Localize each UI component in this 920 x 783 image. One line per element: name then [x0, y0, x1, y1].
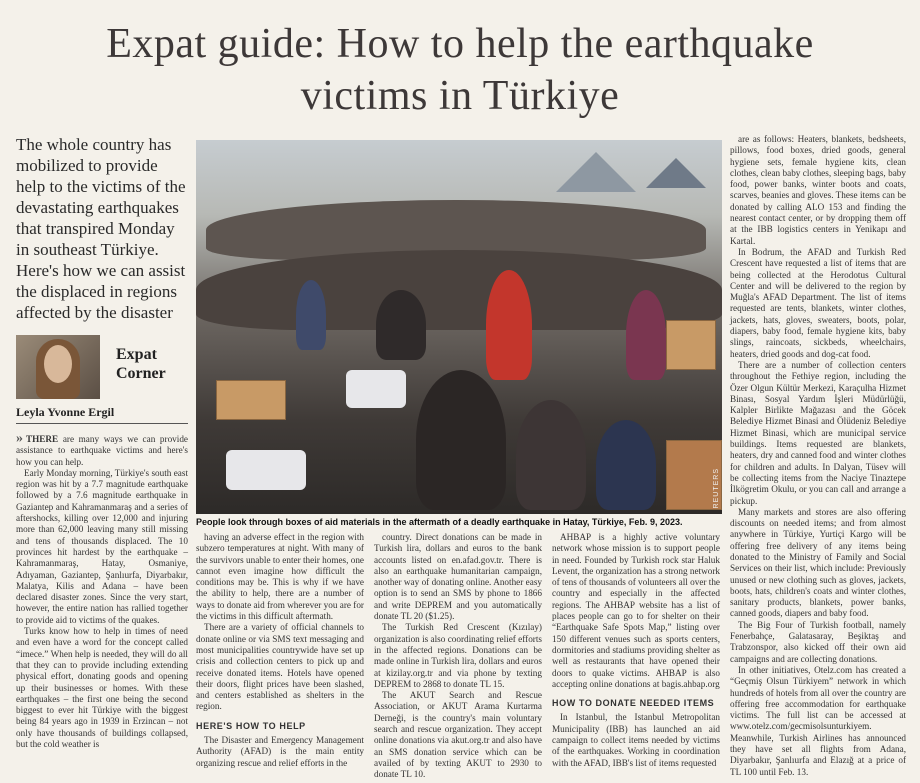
body-paragraph: having an adverse effect in the region with subzero temperatures at night. With many of the survivors unable to enter their homes, one cannot even imagine how difficult the conditions may be. This is why if we have the ability to help, there are a number of ways to donate aid from wherever you are for the victims in this difficult aftermath.	[196, 532, 364, 622]
body-paragraph: The Disaster and Emergency Management Authority (AFAD) is the main entity organizing rescue and relief efforts in the	[196, 735, 364, 768]
body-paragraph: Many markets and stores are also offering discounts on needed items; and from almost anywhere in Türkiye, Yurtiçi Kargo will be offering free delivery of any items being donated to the Ministry of Family and Social Services on their list, which include: Previously unused or new clothing such as gloves, jackets, boots, hats, children's coats and winter clothes, sanitary products, blankets, power banks, canned goods, diapers and baby food.	[730, 506, 906, 619]
lead-paragraph	[16, 433, 188, 468]
body-paragraph: Turks know how to help in times of need and even have a word for the concept called “imece.” When help is needed, they will do all that they can to provide including extending physical effort, donating goods and opening up their businesses or homes. With these earthquakes – the first one being the second biggest to ever hit Türkiye with the biggest being 84 years ago in 1939 in Erzincan – not only have thousands of buildings collapsed, but the cold weather is	[16, 626, 188, 750]
lead-bold: THERE	[26, 434, 59, 444]
author-photo	[16, 335, 100, 399]
body-paragraph: AHBAP is a highly active voluntary network whose mission is to support people in need. Founded by Turkish rock star Haluk Levent, the organization has a strong network of tens of thousands of volunteers all over the country and especially in the affected regions. The AHBAP website has a list of places people can go to for shelter on their “Earthquake Safe Spots Map,” listing over 150 different venues such as sports centers, dormitories and stadiums providing shelter as well as restaurants that have opened their doors to quake victims. AHBAP is also accepting online donations at bagis.ahbap.org	[552, 532, 720, 689]
news-photo	[196, 140, 722, 514]
body-paragraph: Early Monday morning, Türkiye's south east region was hit by a 7.7 magnitude earthquake followed by a 7.6 magnitude earthquake in Gaziantep and Kahramanmaraş and a series of aftershocks, killing over 12,000 and injuring more than 62,000 leaving many still missing and tens of thousands displaced. The 10 provinces hit hardest by the earthquake – Kahramanmaraş, Hatay, Osmaniye, Adıyaman, Gaziantep, Şanlıurfa, Diyarbakır, Malatya, Kilis and Adana – have been declared disaster zones. Since the very start, however, the entire nation has rallied together to provide aid to victims of the quakes.	[16, 467, 188, 625]
sidebar	[16, 134, 188, 750]
column-4	[552, 532, 720, 769]
body-paragraph: The Turkish Red Crescent (Kızılay) organization is also coordinating relief efforts in the affected regions. Donations can be made online in Turkish lira, dollars and euros at kizilay.org.tr and via phone by texting DEPREM to 2868 to donate TL 15.	[374, 622, 542, 689]
body-paragraph: In Istanbul, the Istanbul Metropolitan Municipality (IBB) has launched an aid campaign to collect items needed by victims of the earthquakes. Working in coordination with the AFAD, IBB's list of items requested	[552, 712, 720, 768]
lead-text: are many ways we can provide assistance to earthquake victims and here's how you can help.	[16, 434, 188, 467]
headline-line-1: Expat guide: How to help the earthquake	[106, 21, 814, 67]
column-2	[196, 532, 364, 769]
headline	[0, 18, 920, 122]
body-paragraph: In Bodrum, the AFAD and Turkish Red Crescent have requested a list of items that are being collected at the Herodotus Cultural Center and will be delivered to the region by Muğla's AFAD Department. The list of items requested are tents, blankets, winter clothes, jackets, hats, gloves, sweaters, boots, polar, diapers, baby food, female hygiene kits, baby slings, raincoats, sickbeds, wheelchairs, heaters, dried goods and dog-cat food.	[730, 246, 906, 359]
column-3	[374, 532, 542, 781]
column-name: Expat Corner	[116, 346, 166, 382]
deck: The whole country has mobilized to provide help to the victims of the devastating earthquakes that transpired Monday in southeast Türkiye. Here's how we can assist the displaced in regions affected by the disaster	[16, 135, 186, 322]
subhead-donate-items: HOW TO DONATE NEEDED ITEMS	[552, 698, 715, 709]
author-box	[16, 335, 188, 427]
photo-credit: REUTERS	[713, 467, 720, 508]
body-paragraph: The AKUT Search and Rescue Association, or AKUT Arama Kurtarma Derneği, is the country's main voluntary search and rescue organization. They accept online donations via akut.org.tr and also have an SMS donation service which can be availed of by texting AKUT to 2930 to donate TL 10.	[374, 690, 542, 780]
column-5	[730, 134, 906, 778]
sidebar-body	[16, 468, 188, 750]
author-name: Leyla Yvonne Ergil	[16, 405, 188, 424]
quote-mark-icon: »	[16, 431, 23, 446]
body-paragraph: are as follows: Heaters, blankets, bedsheets, pillows, food boxes, dried goods, general hygiene sets, female hygiene kits, clean clothes, clean baby clothes, sleeping bags, baby food, power banks, winter boots and coats, scarves, beanies and gloves. These items can be donated by calling ALO 153 and finding the nearest contact center, or by dropping them off at the IBB logistics centers in Yenikapı and Kartal.	[730, 134, 906, 246]
body-paragraph: In other initiatives, Otelz.com has created a “Geçmiş Olsun Türkiyem” network in which hundreds of hotels from all over the country are offering free accommodation for earthquake victims. The full list can be accessed at www.otelz.com/gecmisolsunturkiyem. Meanwhile, Turkish Airlines has announced they have set all flights from Adana, Diyarbakır, Şanlıurfa and Elazığ at a price of TL 100 until Feb. 13.	[730, 664, 906, 777]
body-paragraph: There are a variety of official channels to donate online or via SMS text messaging and most municipalities countrywide have set up crisis and collection centers to pick up and receive donated items. Hotels have opened their doors, flight prices have been slashed, and centers established as shelters in the region.	[196, 622, 364, 712]
body-paragraph: The Big Four of Turkish football, namely Fenerbahçe, Galatasaray, Beşiktaş and Trabzonspor, also kicked off their own aid campaigns and are collecting donations.	[730, 619, 906, 664]
subhead-how-to-help: HERE'S HOW TO HELP	[196, 720, 306, 731]
photo-caption: People look through boxes of aid materials in the aftermath of a deadly earthquake in Hatay, Türkiye, Feb. 9, 2023.	[196, 517, 683, 527]
body-paragraph: There are a number of collection centers throughout the Fethiye region, including the Özer Olgun Kültür Merkezi, Karaçulha Hizmet Binası, Sosyal Yardım İşleri Müdürlüğü, Kalpler Birlikte Mağazası and the Göcek Belediye Hizmet Binasi and Ölüdeniz Belediye Hizmet Binasi, which are municipal service buildings. Items requested are blankets, heaters, dry and canned food and winter clothes for children and adults. In Dalyan, Tüsev will be collecting items from the Naciye Tinaztepe İlkögretim Okulu, or you can call and arrange a pickup.	[730, 359, 906, 506]
headline-line-2: victims in Türkiye	[300, 73, 620, 119]
body-paragraph: country. Direct donations can be made in Turkish lira, dollars and euros to the bank accounts listed on en.afad.gov.tr. There is also an earthquake humanitarian campaign, another way of donating online. Another easy option is to send an SMS by phone to 1866 and write DEPREM and you automatically donate TL 20 ($1.25).	[374, 532, 542, 622]
